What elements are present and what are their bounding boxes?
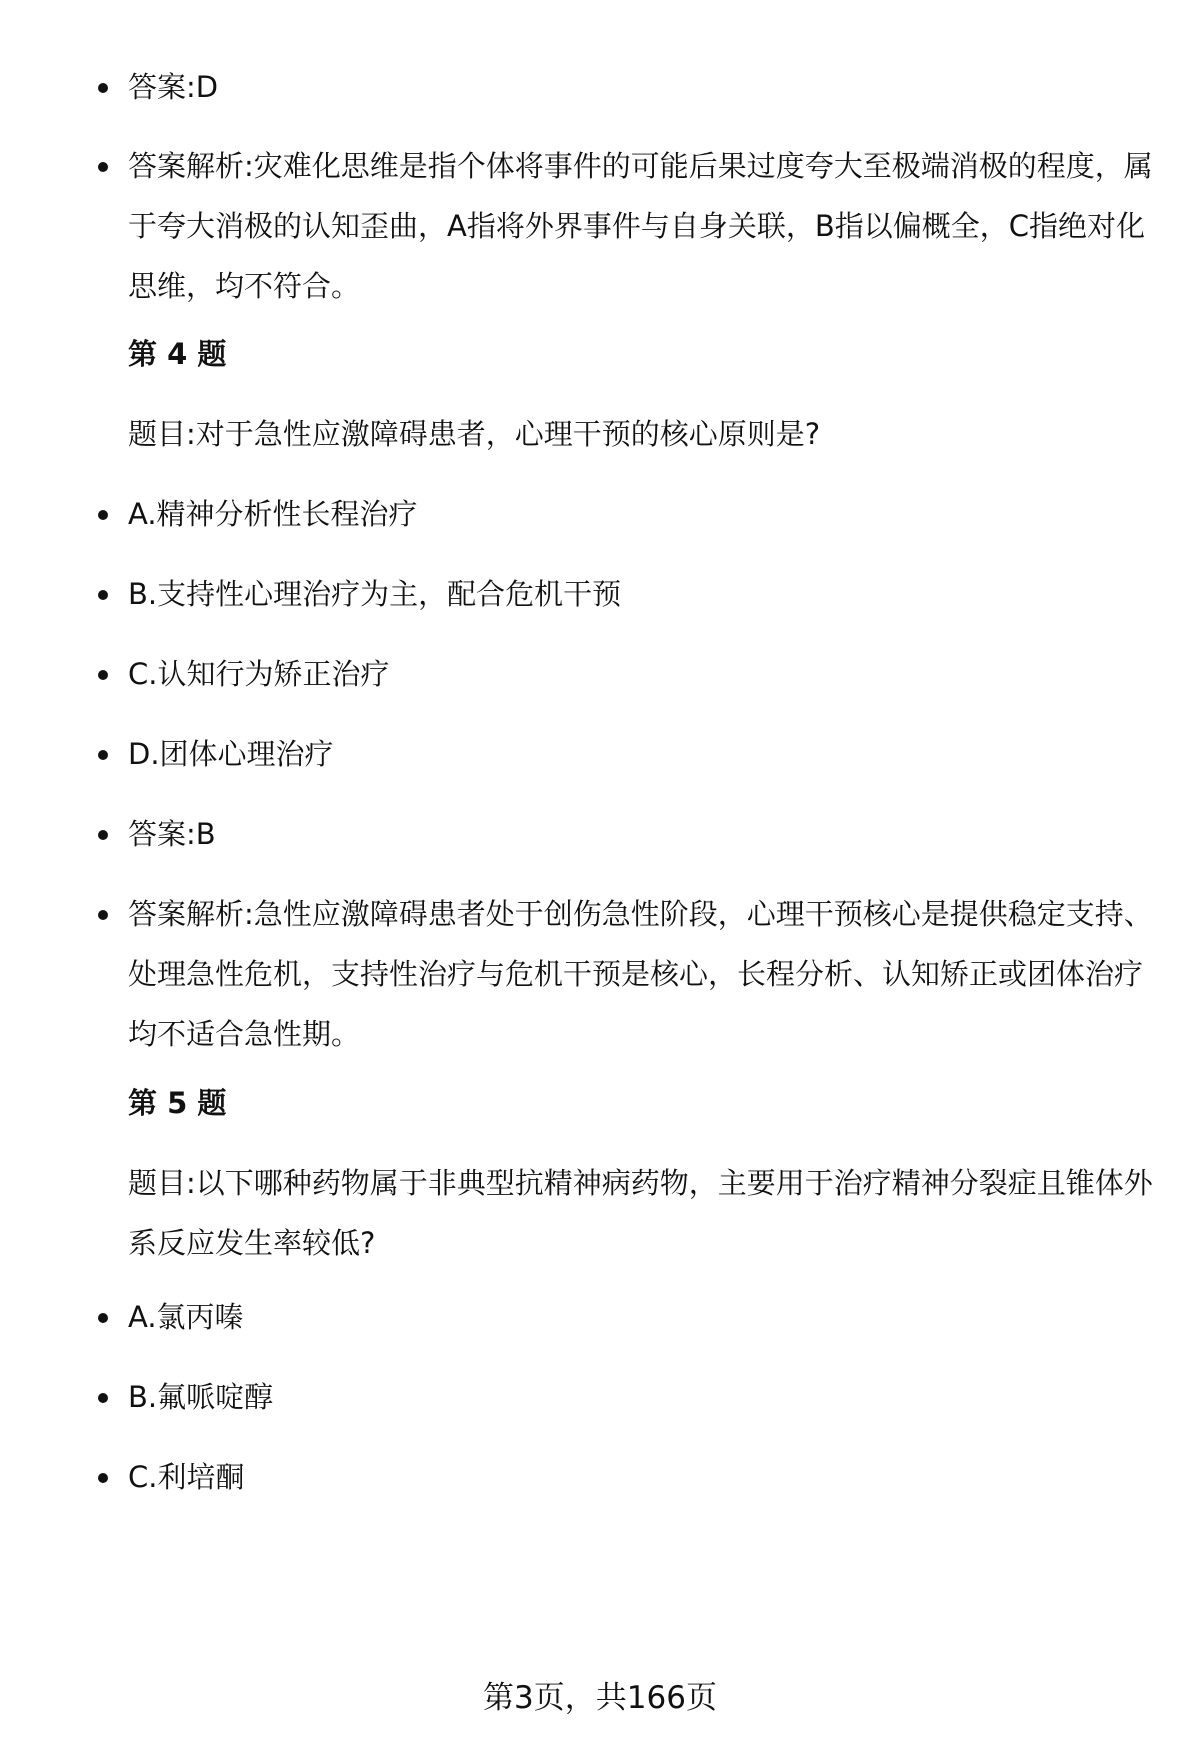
option-5b-text: B.氟哌啶醇 (128, 1380, 274, 1414)
explanation-q3 (128, 136, 1158, 316)
option-5b (128, 1367, 1158, 1427)
answer-q3-text: 答案:D (128, 70, 219, 104)
bullet-icon (98, 510, 108, 520)
question-heading-4: 第 4 题 (128, 337, 227, 371)
bullet-icon (98, 1393, 108, 1403)
bullet-icon (98, 162, 108, 172)
option-5a (128, 1287, 1158, 1347)
option-5c (128, 1447, 1158, 1507)
question-text-5: 题目:以下哪种药物属于非典型抗精神病药物，主要用于治疗精神分裂症且锥体外系反应发生率较低? (128, 1166, 1153, 1260)
explanation-q4 (128, 884, 1158, 1064)
answer-q4 (128, 804, 1158, 864)
option-4d (128, 724, 1158, 784)
option-4c (128, 644, 1158, 704)
bullet-icon (98, 750, 108, 760)
question-text-4: 题目:对于急性应激障碍患者，心理干预的核心原则是? (128, 417, 821, 451)
option-4c-text: C.认知行为矫正治疗 (128, 657, 390, 691)
answer-q3 (128, 57, 1158, 117)
option-4a-text: A.精神分析性长程治疗 (128, 497, 418, 531)
bullet-icon (98, 910, 108, 920)
bullet-icon (98, 1313, 108, 1323)
bullet-icon (98, 83, 108, 93)
option-5c-text: C.利培酮 (128, 1460, 245, 1494)
explanation-q3-text: 答案解析:灾难化思维是指个体将事件的可能后果过度夸大至极端消极的程度，属于夸大消极的认知歪曲，A指将外界事件与自身关联，B指以偏概全，C指绝对化思维，均不符合。 (128, 149, 1153, 303)
bullet-icon (98, 670, 108, 680)
question-heading-5: 第 5 题 (128, 1086, 227, 1120)
answer-q4-text: 答案:B (128, 817, 216, 851)
option-4a (128, 484, 1158, 544)
option-4d-text: D.团体心理治疗 (128, 737, 334, 771)
option-4b-text: B.支持性心理治疗为主，配合危机干预 (128, 577, 622, 611)
option-4b (128, 564, 1158, 624)
bullet-icon (98, 1473, 108, 1483)
bullet-icon (98, 590, 108, 600)
page-number-footer: 第3页，共166页 (483, 1680, 717, 1716)
explanation-q4-text: 答案解析:急性应激障碍患者处于创伤急性阶段，心理干预核心是提供稳定支持、处理急性危机，支持性治疗与危机干预是核心，长程分析、认知矫正或团体治疗均不适合急性期。 (128, 897, 1153, 1051)
bullet-icon (98, 830, 108, 840)
option-5a-text: A.氯丙嗪 (128, 1300, 244, 1334)
